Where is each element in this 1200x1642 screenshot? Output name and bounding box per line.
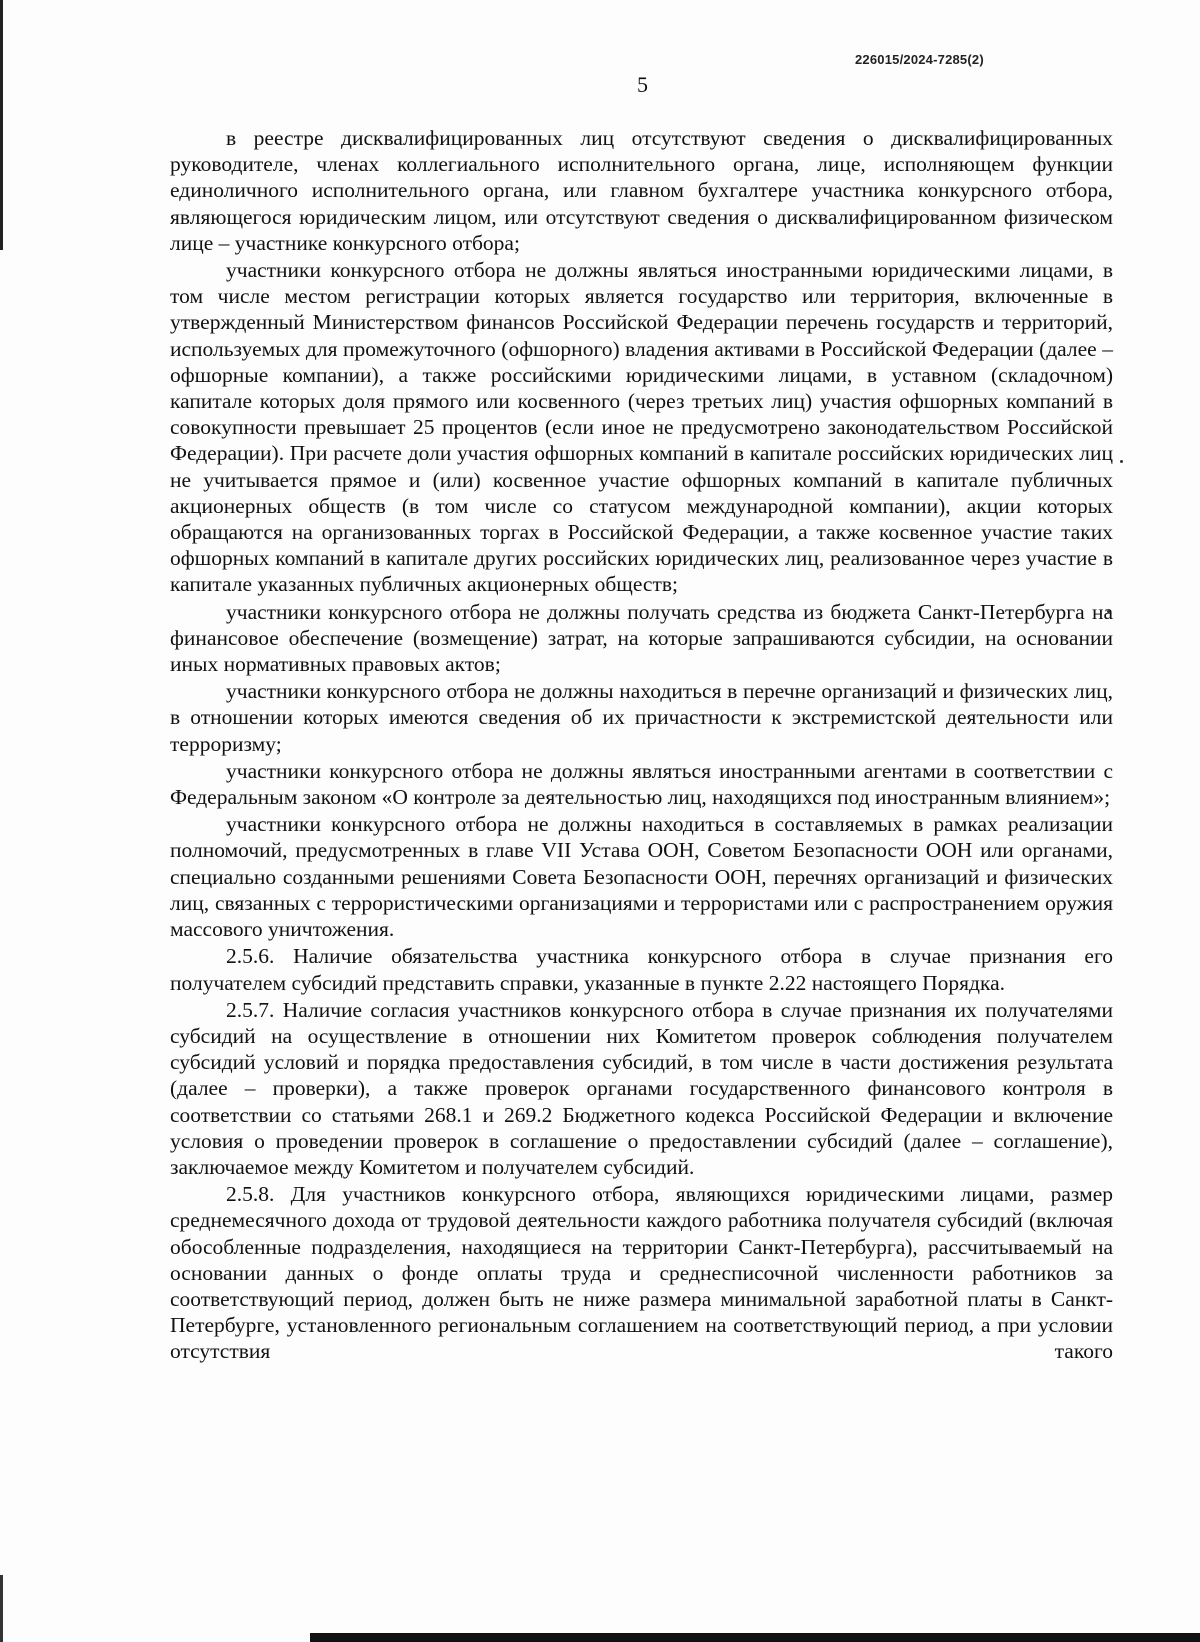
- document-registration-number: 226015/2024-7285(2): [855, 52, 984, 67]
- paragraph-2-5-7: 2.5.7. Наличие согласия участников конкурсного отбора в случае признания их получателями субсидий на осуществление в отношении них Комитетом проверок соблюдения получателем субсидий условий и порядка предоставления субсидий, в том числе в части достижения результата (далее – проверки), а также проверок органами государственного финансового контроля в соответствии со статьями 268.1 и 269.2 Бюджетного кодекса Российской Федерации и включение условия о проведении проверок в соглашение о предоставлении субсидий (далее – соглашение), заключаемое между Комитетом и получателем субсидий.: [170, 997, 1113, 1179]
- paragraph-2-5-8: 2.5.8. Для участников конкурсного отбора, являющихся юридическими лицами, размер среднемесячного дохода от трудовой деятельности каждого работника получателя субсидий (включая обособленные подразделения, находящиеся на территории Санкт-Петербурга), рассчитываемый на основании данных о фонде оплаты труда и среднесписочной численности работников за соответствующий период, должен быть не ниже размера минимальной заработной платы в Санкт-Петербурге, установленного региональным соглашением на соответствующий период, а при условии отсутствия такого: [170, 1182, 1113, 1364]
- paragraph-disqualified-registry: в реестре дисквалифицированных лиц отсутствуют сведения о дисквалифицированных руководителе, членах коллегиального исполнительного органа, лице, исполняющем функции единоличного исполнительного органа, или главном бухгалтере участника конкурсного отбора, являющегося юридическим лицом, или отсутствуют сведения о дисквалифицированном физическом лице – участнике конкурсного отбора;: [170, 126, 1113, 255]
- scan-speck: [1120, 460, 1123, 463]
- page-number: 5: [637, 72, 648, 97]
- paragraph-extremism-list: участники конкурсного отбора не должны находиться в перечне организаций и физических лиц, в отношении которых имеются сведения об их причастности к экстремистской деятельности или терроризму;: [170, 679, 1113, 756]
- scan-edge-top-left: [0, 0, 3, 250]
- paragraph-2-5-6: 2.5.6. Наличие обязательства участника конкурсного отбора в случае признания его получателем субсидий представить справки, указанные в пункте 2.22 настоящего Порядка.: [170, 944, 1113, 995]
- paragraph-un-security-council: участники конкурсного отбора не должны находиться в составляемых в рамках реализации полномочий, предусмотренных в главе VII Устава ООН, Советом Безопасности ООН или органами, специально созданными решениями Совета Безопасности ООН, перечнях организаций и физических лиц, связанных с террористическими организациями и террористами или с распространением оружия массового уничтожения.: [170, 812, 1113, 942]
- paragraph-budget-funds: участники конкурсного отбора не должны получать средства из бюджета Санкт-Петербурга на финансовое обеспечение (возмещение) затрат, на которые запрашиваются субсидии, на основании иных нормативных правовых актов;: [170, 599, 1113, 677]
- scan-edge-bottom: [310, 1633, 1200, 1642]
- paragraph-foreign-agents: участники конкурсного отбора не должны являться иностранными агентами в соответствии с Федеральным законом «О контроле за деятельностью лиц, находящихся под иностранным влиянием»;: [170, 758, 1113, 810]
- scan-edge-bottom-left: [0, 1575, 3, 1642]
- document-body: [170, 125, 1113, 1365]
- paragraph-offshore-companies: участники конкурсного отбора не должны являться иностранными юридическими лицами, в том числе местом регистрации которых является государство или территория, включенные в утвержденный Министерством финансов Российской Федерации перечень государств и территорий, используемых для промежуточного (офшорного) владения активами в Российской Федерации (далее – офшорные компании), а также российскими юридическими лицами, в уставном (складочном) капитале которых доля прямого или косвенного (через третьих лиц) участия офшорных компаний в совокупности превышает 25 процентов (если иное не предусмотрено законодательством Российской Федерации). При расчете доли участия офшорных компаний в капитале российских юридических лиц не учитывается прямое и (или) косвенное участие офшорных компаний в капитале публичных акционерных обществ (в том числе со статусом международной компании), акции которых обращаются на организованных торгах в Российской Федерации, а также косвенное участие таких офшорных компаний в капитале других российских юридических лиц, реализованное через участие в капитале указанных публичных акционерных обществ;: [170, 258, 1113, 597]
